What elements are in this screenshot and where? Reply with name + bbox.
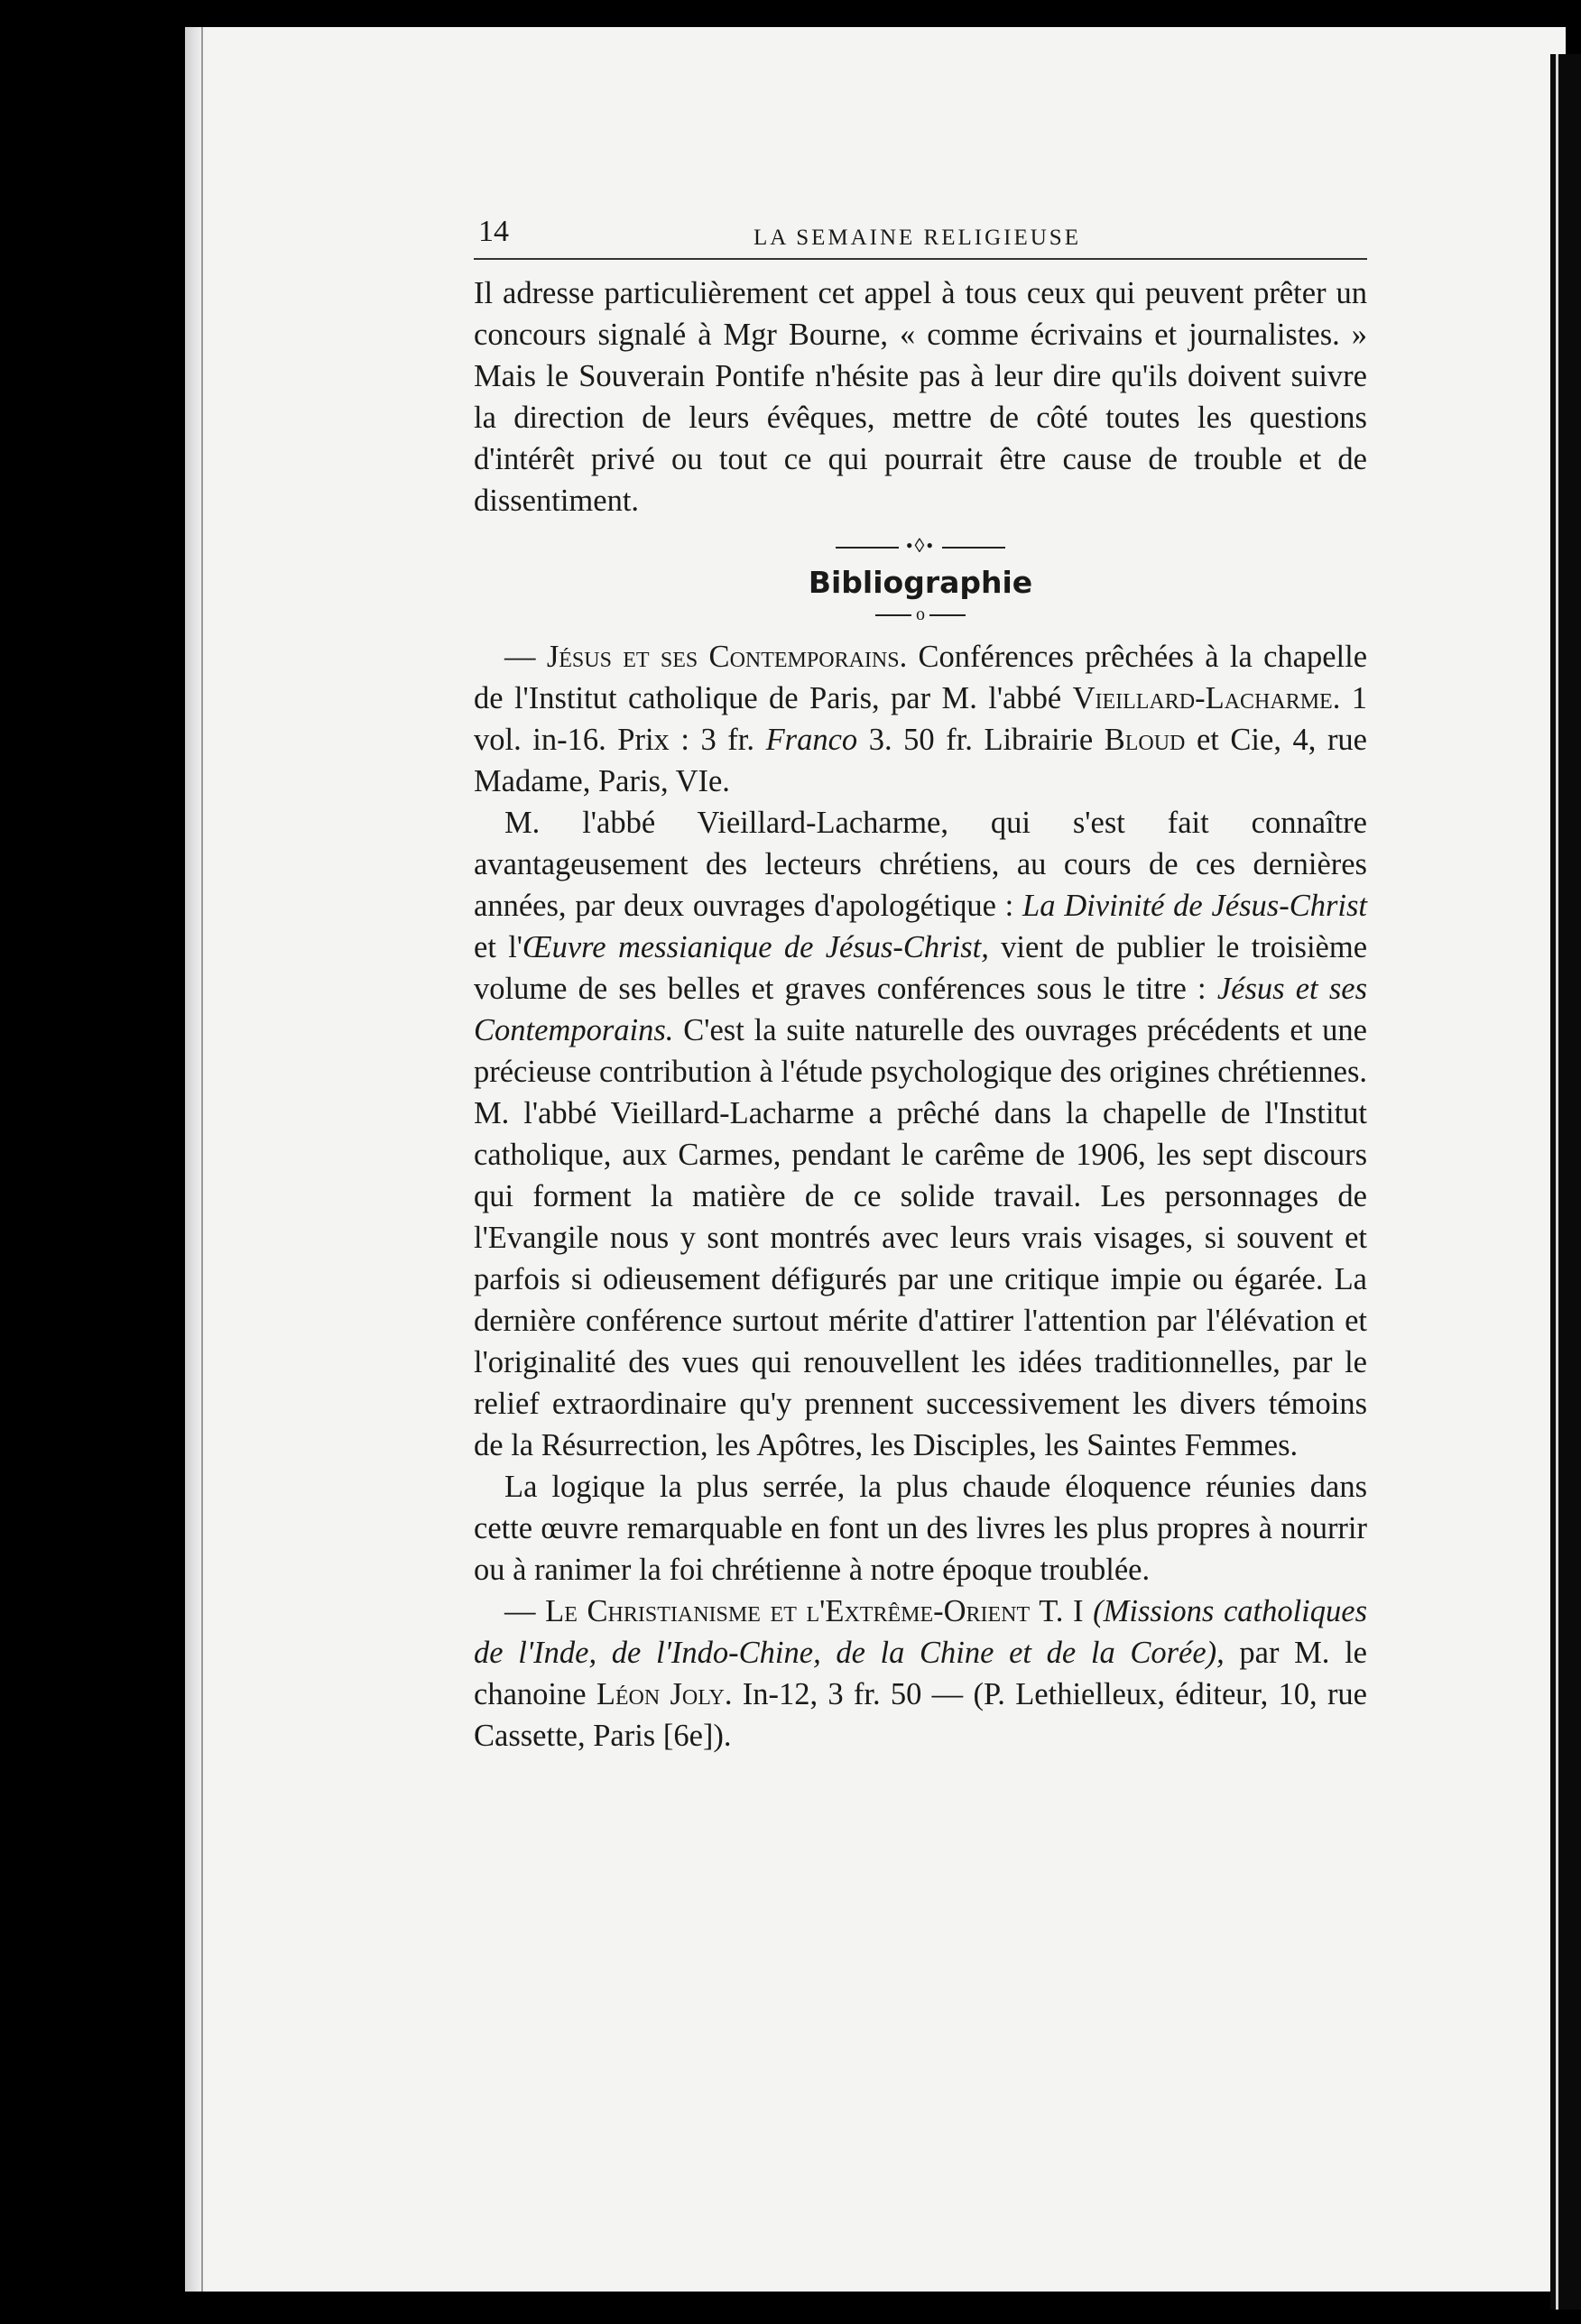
entry2-text1: T. I — [1030, 1594, 1094, 1628]
entry1-title: Jésus et ses Contemporains. — [546, 640, 908, 674]
entry1-publisher: Bloud — [1104, 723, 1186, 757]
small-divider — [474, 604, 1367, 625]
entry2-text2: par M. le chanoine — [474, 1636, 1367, 1711]
small-divider-rule-left — [875, 614, 911, 616]
entry1-dash: — — [504, 640, 547, 674]
entry2-italic: (Missions catholiques de l'Inde, de l'Indo-Chine, de la Chine et de la Corée), — [474, 1594, 1368, 1670]
ornament-rule-right — [942, 547, 1005, 549]
ornament-divider — [474, 534, 1367, 558]
entry1-author: Vieillard-Lacharme. — [1072, 681, 1341, 715]
review-italic2: Œuvre messianique de Jésus-Christ, — [522, 930, 989, 964]
entry2-dash: — — [504, 1594, 546, 1628]
intro-paragraph: Il adresse particulièrement cet appel à tous ceux qui peuvent prêter un concours signalé à Mgr Bourne, « comme écrivains et journalistes. » Mais le Souverain Pontife n'hésite pas à leur dire qu'ils doivent suivre la direction de leurs évêques, mettre de côté toutes les questions d'intérêt privé ou tout ce qui pourrait être cause de trouble et de dissentiment. — [474, 276, 1367, 518]
entry1-text2: 1 vol. in-16. Prix : 3 fr. — [474, 681, 1368, 757]
review-part4: C'est la suite naturelle des ouvrages précédents et une précieuse contribution à l'étude psychologique des origines chrétiennes. M. l'abbé Vieillard-Lacharme a prêché dans la chapelle de l'Institut catholique, aux Carmes, pendant le carême de 1906, les sept discours qui forment la matière de ce solide travail. Les personnages de l'Evangile nous y sont montrés avec leurs vrais visages, si souvent et parfois si odieusement défigurés par une critique impie ou égarée. La dernière conférence surtout mérite d'attirer l'attention par l'élévation et l'originalité des vues qui renouvellent les idées traditionnelles, par le relief extraordinaire qu'y prennent successivement les divers témoins de la Résurrection, les Apôtres, les Disciples, les Saintes Femmes. — [474, 1013, 1367, 1462]
conclusion-paragraph: La logique la plus serrée, la plus chaude éloquence réunies dans cette œuvre remarquable en font un des livres les plus propres à nourrir ou à ranimer la foi chrétienne à notre époque troublée. — [474, 1470, 1367, 1587]
entry2-text3: In-12, 3 fr. 50 — (P. Lethielleux, éditeur, 10, rue Cassette, Paris [6e]). — [474, 1677, 1367, 1753]
ornament-rule-left — [836, 547, 899, 549]
facing-page-edge — [1550, 54, 1581, 2310]
section-title: Bibliographie — [808, 565, 1033, 600]
review-paragraph — [474, 802, 1367, 1466]
running-head — [474, 208, 1367, 260]
entry1-text1: Conférences prêchées à la chapelle de l'Institut catholique de Paris, par M. l'abbé — [474, 640, 1368, 715]
entry1-text4: et Cie, 4, rue Madame, Paris, VIe. — [474, 723, 1367, 798]
bibliography-entry-1 — [474, 636, 1367, 802]
ornament-glyph: •◊• — [905, 534, 936, 557]
review-italic1: La Divinité de Jésus-Christ — [1022, 889, 1368, 923]
small-divider-glyph: o — [916, 604, 925, 624]
review-part1: M. l'abbé Vieillard-Lacharme, qui s'est fait connaître avantageusement des lecteurs chrétiens, au cours de ces dernières années, par deux ouvrages d'apologétique : — [474, 806, 1367, 923]
review-part2: et l' — [474, 930, 523, 964]
bibliography-entry-2 — [474, 1591, 1367, 1757]
review-italic3: Jésus et ses Contemporains. — [474, 972, 1367, 1047]
small-divider-rule-right — [929, 614, 966, 616]
review-part3: vient de publier le troisième volume de ses belles et graves conférences sous le titre : — [474, 930, 1368, 1006]
entry1-franco: Franco — [765, 723, 858, 757]
page-number: 14 — [478, 215, 509, 248]
page-content — [474, 208, 1367, 1757]
entry1-text3: 3. 50 fr. Librairie — [857, 723, 1105, 757]
running-title: LA SEMAINE RELIGIEUSE — [754, 226, 1081, 250]
entry2-title: Le Christianisme et l'Extrême-Orient — [545, 1594, 1031, 1628]
entry2-author: Léon Joly. — [596, 1677, 733, 1711]
